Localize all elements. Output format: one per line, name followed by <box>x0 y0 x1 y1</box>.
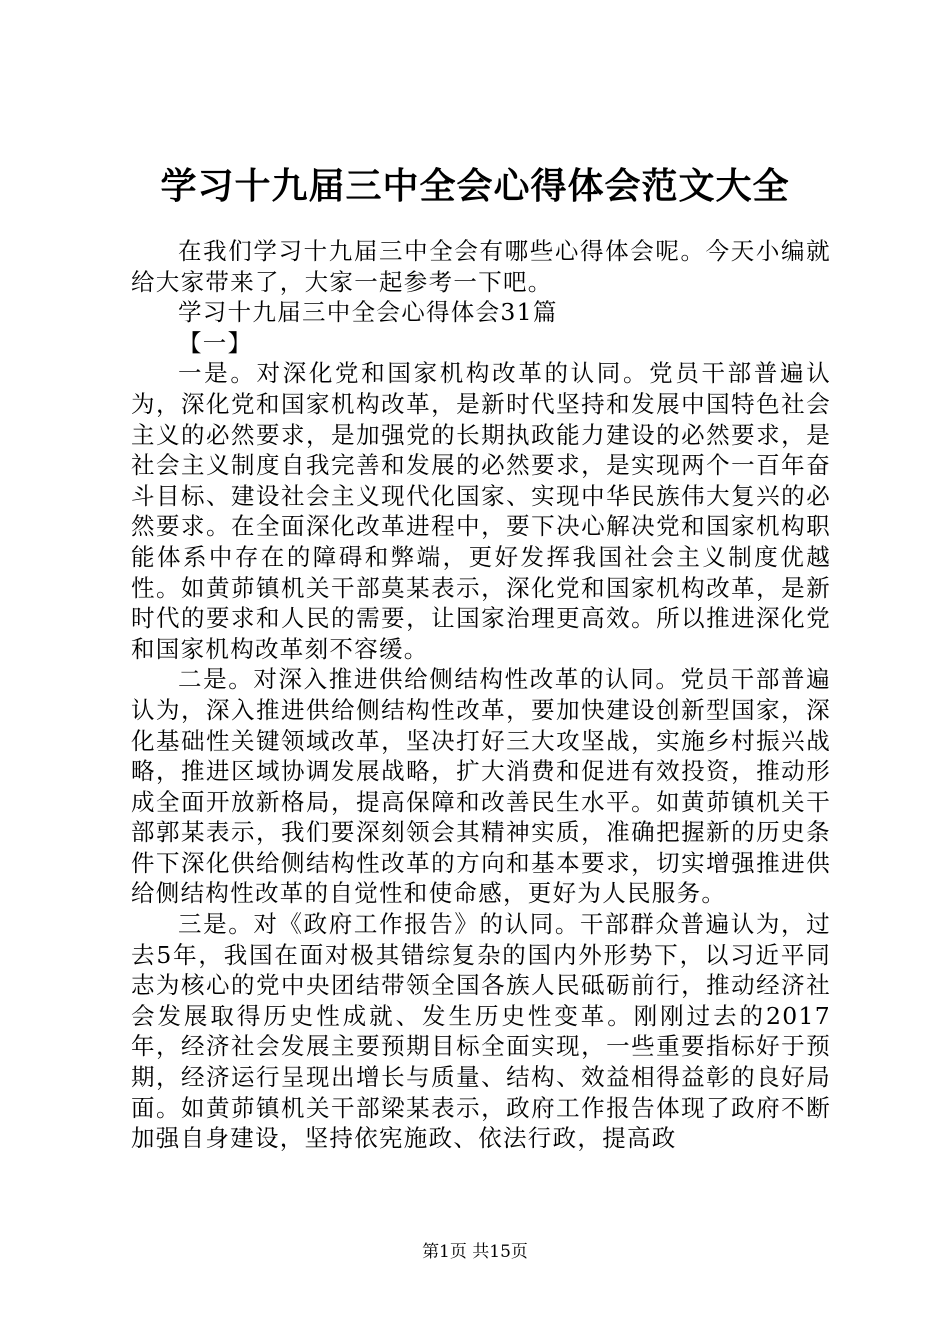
intro-paragraph: 在我们学习十九届三中全会有哪些心得体会呢。今天小编就给大家带来了，大家一起参考一下吧。 <box>131 237 831 296</box>
body-paragraph-2: 二是。对深入推进供给侧结构性改革的认同。党员干部普遍认为，深入推进供给侧结构性改革，要加快建设创新型国家，深化基础性关键领域改革，坚决打好三大攻坚战，实施乡村振兴战略，推进区域协调发展战略，扩大消费和促进有效投资，推动形成全面开放新格局，提高保障和改善民生水平。如黄茆镇机关干部郭某表示，我们要深刻领会其精神实质，准确把握新的历史条件下深化供给侧结构性改革的方向和基本要求，切实增强推进供给侧结构性改革的自觉性和使命感，更好为人民服务。 <box>131 665 831 908</box>
body-paragraph-3: 三是。对《政府工作报告》的认同。干部群众普遍认为，过去5年，我国在面对极其错综复杂的国内外形势下，以习近平同志为核心的党中央团结带领全国各族人民砥砺前行，推动经济社会发展取得历史性成就、发生历史性变革。刚刚过去的2017年，经济社会发展主要预期目标全面实现，一些重要指标好于预期，经济运行呈现出增长与质量、结构、效益相得益彰的良好局面。如黄茆镇机关干部梁某表示，政府工作报告体现了政府不断加强自身建设，坚持依宪施政、依法行政，提高政 <box>131 910 831 1153</box>
section-heading: 学习十九届三中全会心得体会31篇 <box>178 298 558 327</box>
body-paragraph-1: 一是。对深化党和国家机构改革的认同。党员干部普遍认为，深化党和国家机构改革，是新时代坚持和发展中国特色社会主义的必然要求，是加强党的长期执政能力建设的必然要求，是社会主义制度自我完善和发展的必然要求，是实现两个一百年奋斗目标、建设社会主义现代化国家、实现中华民族伟大复兴的必然要求。在全面深化改革进程中，要下决心解决党和国家机构职能体系中存在的障碍和弊端，更好发挥我国社会主义制度优越性。如黄茆镇机关干部莫某表示，深化党和国家机构改革，是新时代的要求和人民的需要，让国家治理更高效。所以推进深化党和国家机构改革刻不容缓。 <box>131 359 831 663</box>
page-footer: 第1页 共15页 <box>422 1242 528 1262</box>
document-body <box>131 236 831 1154</box>
document-title: 学习十九届三中全会心得体会范文大全 <box>160 165 790 207</box>
section-number: 【一】 <box>178 328 253 357</box>
